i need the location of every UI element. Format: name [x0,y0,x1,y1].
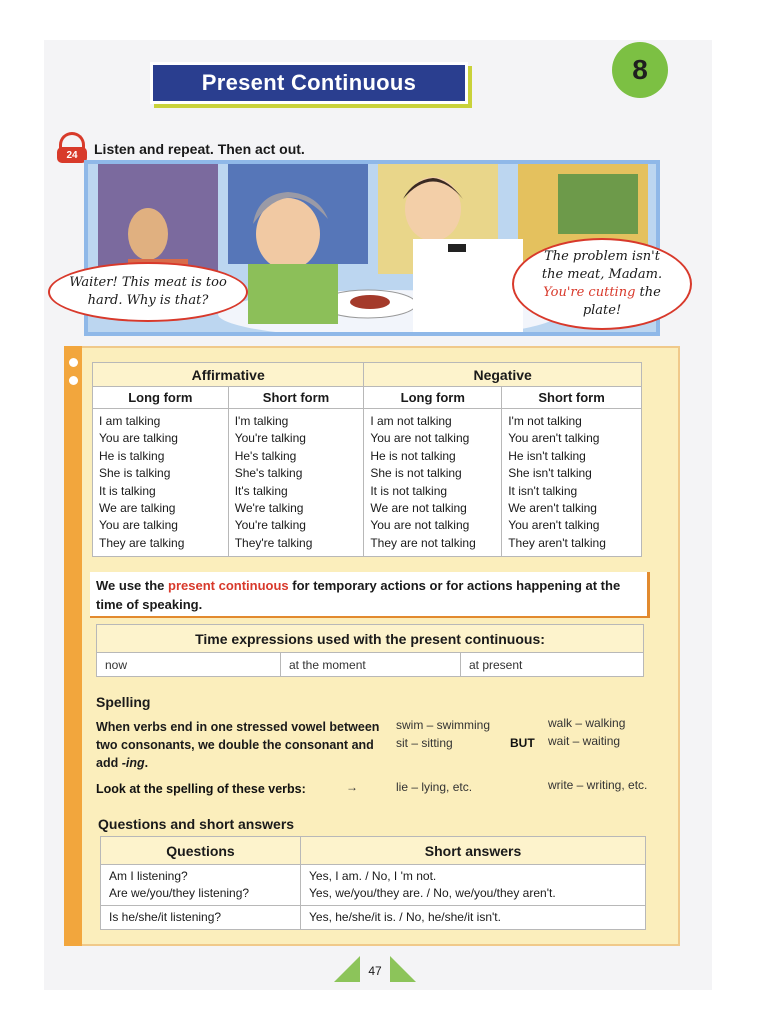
affirmative-header: Affirmative [93,363,364,387]
time-expressions-table [96,624,644,677]
time-expression: at the moment [281,653,461,677]
audio-track-number: 24 [57,147,87,163]
speech-bubble-waiter: The problem isn't the meat, Madam. You're cutting the plate! [512,238,692,330]
arrow-icon: → [346,780,358,794]
listen-instruction: Listen and repeat. Then act out. [94,141,305,157]
page-title [150,62,468,104]
look-at-spelling: Look at the spelling of these verbs: [96,782,306,796]
spelling-rule: When verbs end in one stressed vowel between two consonants, we double the consonant and add -ing. [96,720,380,770]
spelling-example: sit – sitting [396,736,453,750]
aff-long-header: Long form [93,387,229,409]
triangle-left-icon [334,956,360,982]
speech-bubble-customer: Waiter! This meat is too hard. Why is that? [48,262,248,322]
unit-number-badge: 8 [612,42,668,98]
spelling-example: wait – waiting [548,734,621,748]
answer-cell: Yes, he/she/it is. / No, he/she/it isn't. [301,906,646,930]
aff-short-column: I'm talking You're talking He's talking She's talking It's talking We're talking You're talking They're talking [228,409,364,557]
answer-cell: Yes, I am. / No, I 'm not. Yes, we/you/they are. / No, we/you/they aren't. [301,865,646,906]
spelling-example: write – writing, etc. [548,778,648,792]
questions-heading: Questions and short answers [98,816,295,832]
negative-header: Negative [364,363,642,387]
usage-rule-box: We use the present continuous for temporary actions or for actions happening at the time of speaking. [90,572,650,618]
conjugation-table [92,362,642,557]
triangle-right-icon [390,956,416,982]
but-label: BUT [510,736,535,750]
panel-side-strip [64,346,82,946]
question-cell: Is he/she/it listening? [101,906,301,930]
spelling-example: lie – lying, etc. [396,780,473,794]
spelling-example: walk – walking [548,716,626,730]
aff-short-header: Short form [228,387,364,409]
time-expressions-title: Time expressions used with the present continuous: [97,625,644,653]
neg-long-column: I am not talking You are not talking He is not talking She is not talking It is not talking We are not talking You are not talking They are not talking [364,409,502,557]
short-answers-header: Short answers [301,837,646,865]
neg-short-column: I'm not talking You aren't talking He isn't talking She isn't talking It isn't talking We aren't talking You aren't talking They aren't talking [502,409,642,557]
question-cell: Am I listening? Are we/you/they listening? [101,865,301,906]
neg-short-header: Short form [502,387,642,409]
page-title-text: Present Continuous [201,70,417,95]
time-expression: now [97,653,281,677]
time-expression: at present [461,653,644,677]
spelling-heading: Spelling [96,694,151,710]
page-number: 47 [334,956,416,982]
panel-dot [69,376,78,385]
spelling-example: swim – swimming [396,718,491,732]
panel-dot [69,358,78,367]
questions-table [100,836,646,930]
neg-long-header: Long form [364,387,502,409]
questions-header: Questions [101,837,301,865]
aff-long-column: I am talking You are talking He is talking She is talking It is talking We are talking You are talking They are talking [93,409,229,557]
